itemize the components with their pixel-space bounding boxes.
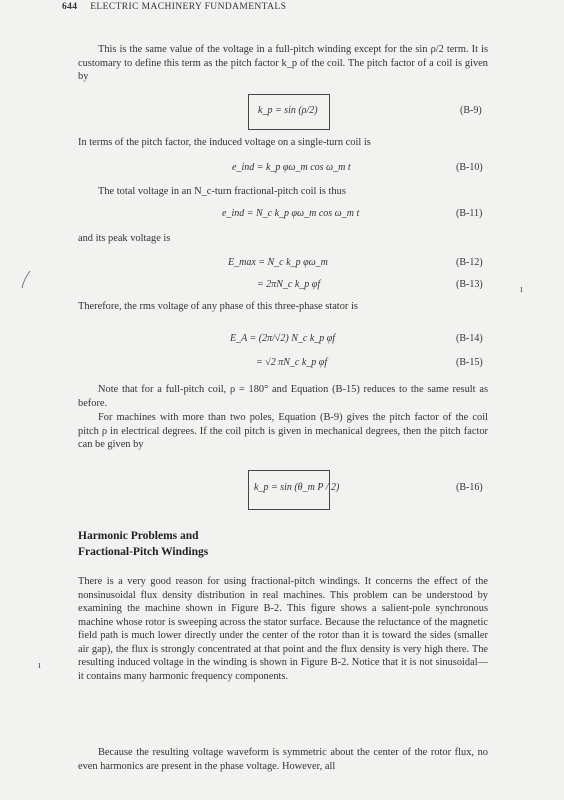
equation-label-b9: (B-9) (460, 105, 482, 116)
equation-label-b15: (B-15) (456, 357, 483, 368)
running-header (62, 2, 286, 12)
equation-b16: k_p = sin (θ_m P / 2) (254, 482, 340, 493)
paragraph-full-pitch-note: Note that for a full-pitch coil, ρ = 180° and Equation (B-15) reduces to the same result as before. (78, 384, 488, 409)
paragraph-symmetric-waveform: Because the resulting voltage waveform is symmetric about the center of the rotor flux, no even harmonics are present in the phase voltage. However, all (78, 747, 488, 772)
paragraph-peak-voltage: and its peak voltage is (78, 233, 171, 244)
equation-label-b13: (B-13) (456, 279, 483, 290)
equation-label-b12: (B-12) (456, 257, 483, 268)
paragraph-pitch-definition: This is the same value of the voltage in a full-pitch winding except for the sin ρ/2 term. It is customary to define this term as the pitch factor k_p of the coil. The pitch factor of a coil is given by (78, 44, 488, 82)
equation-b14: E_A = (2π/√2) N_c k_p φf (230, 333, 336, 344)
paragraph-harmonics: There is a very good reason for using fractional-pitch windings. It concerns the effect of the nonsinusoidal flux density distribution in real machines. This problem can be understood by examining the machine shown in Figure B-2. This figure shows a salient-pole synchronous machine whose rotor is sweeping across the stator surface. Because the reluctance of the magnetic field path is much lower directly under the center of the rotor than it is toward the sides (smaller air gap), the flux is strongly concentrated at that point and the flux density is very high there. The resulting induced voltage in the winding is shown in Figure B-2. Notice that it is not sinusoidal—it contains many harmonic frequency components. (78, 576, 488, 682)
paragraph-mechanical-degrees: For machines with more than two poles, Equation (B-9) gives the pitch factor of the coil pitch ρ in electrical degrees. If the coil pitch is given in mechanical degrees, then the pitch factor can be given by (78, 412, 488, 450)
margin-mark-left-lower: ı (38, 660, 41, 671)
running-title: ELECTRIC MACHINERY FUNDAMENTALS (90, 2, 287, 12)
equation-b15: = √2 πN_c k_p φf (256, 357, 328, 368)
equation-label-b14: (B-14) (456, 333, 483, 344)
equation-label-b10: (B-10) (456, 162, 483, 173)
equation-b11: e_ind = N_c k_p φω_m cos ω_m t (222, 208, 360, 219)
equation-label-b16: (B-16) (456, 482, 483, 493)
paragraph-induced-voltage: In terms of the pitch factor, the induced voltage on a single-turn coil is (78, 137, 371, 148)
equation-b9: k_p = sin (ρ/2) (258, 105, 318, 116)
equation-b12: E_max = N_c k_p φω_m (228, 257, 328, 268)
section-heading-line-2: Fractional-Pitch Windings (78, 546, 209, 558)
margin-mark-left (20, 270, 34, 290)
equation-b10: e_ind = k_p φω_m cos ω_m t (232, 162, 351, 173)
page-number: 644 (62, 2, 78, 12)
paragraph-rms-voltage: Therefore, the rms voltage of any phase of this three-phase stator is (78, 301, 358, 312)
section-heading-line-1: Harmonic Problems and (78, 530, 199, 542)
margin-mark-right: ı (520, 284, 523, 295)
equation-label-b11: (B-11) (456, 208, 483, 219)
paragraph-total-voltage: The total voltage in an N_c-turn fractional-pitch coil is thus (98, 186, 346, 197)
equation-b13: = 2πN_c k_p φf (257, 279, 321, 290)
